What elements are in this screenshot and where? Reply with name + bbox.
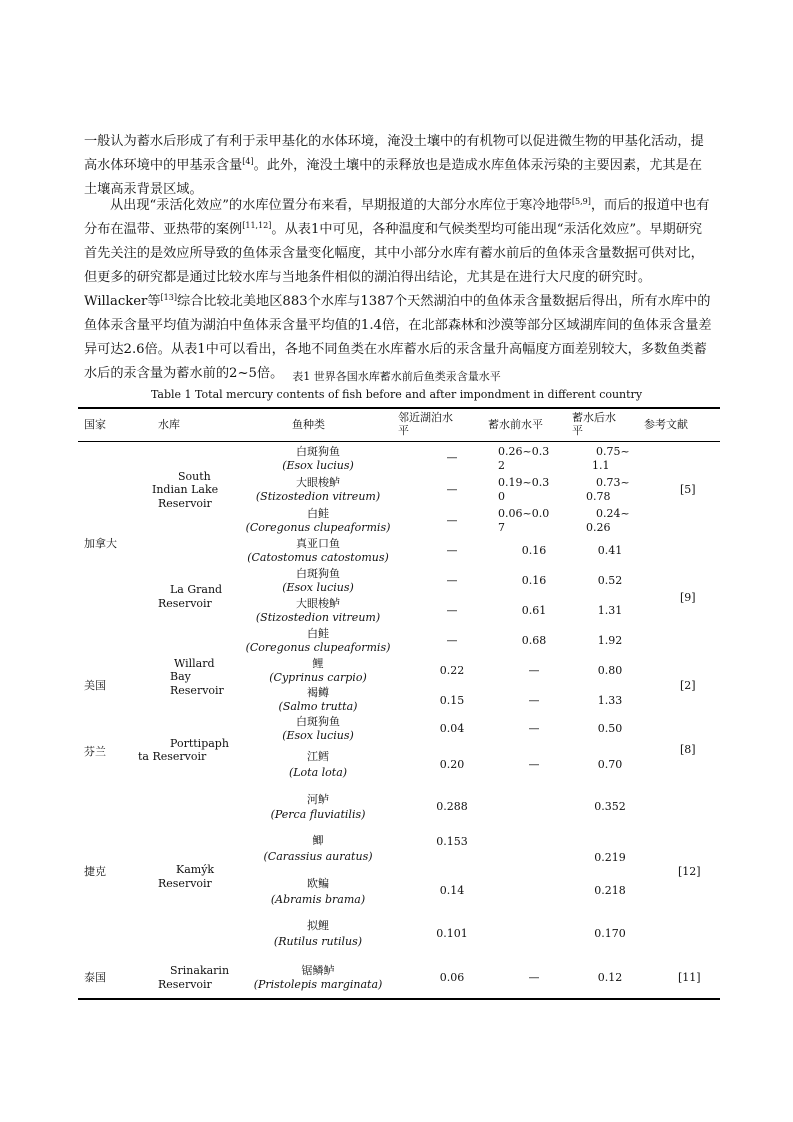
before-value: — <box>528 722 540 735</box>
after-value: 0.352 <box>594 800 626 813</box>
after-value: 0.52 <box>597 574 623 587</box>
reservoir-lagrand-line2: Reservoir <box>158 597 212 610</box>
fish-name-cn: 白斑狗鱼 <box>296 445 340 458</box>
after-value: 0.41 <box>597 544 623 557</box>
after-value: 0.219 <box>594 851 626 864</box>
header-ref: 参考文献 <box>644 418 688 431</box>
country-czech: 捷克 <box>84 865 106 878</box>
reservoir-willard-line1: Willard <box>174 657 215 670</box>
paragraph-2-text-a: 从出现“汞活化效应”的水库位置分布来看，早期报道的大部分水库位于寒冷地带 <box>110 198 572 213</box>
fish-name-latin: (Coregonus clupeaformis) <box>245 521 391 534</box>
paragraph-2-text-d: 综合比较北美地区883个水库与1387个天然湖泊中的鱼体汞含量数据后得出，所有水库中的鱼体汞含量平均值为湖泊中鱼体汞含量平均值的1.4倍，在北部森林和沙漠等部分区域湖库间的鱼体汞含量差异可达2.6倍。从表1中可以看出，各地不同鱼类在水库蓄水后的汞含量升高幅度方面差别较大，多数鱼类蓄水后的汞含量为蓄水前的2~5倍。 <box>84 294 712 381</box>
after-value-line1: 0.24~ <box>596 507 630 520</box>
header-fish: 鱼种类 <box>292 418 325 431</box>
reservoir-willard-line3: Reservoir <box>170 684 224 697</box>
reservoir-willard-line2: Bay <box>170 670 191 683</box>
lake-value: 0.06 <box>439 971 465 984</box>
after-value-line2: 0.26 <box>586 521 611 534</box>
header-lake <box>398 411 453 437</box>
reservoir-south-indian-line3: Reservoir <box>158 497 212 510</box>
before-value: — <box>528 971 540 984</box>
after-value-line2: 1.1 <box>592 459 610 472</box>
header-country: 国家 <box>84 418 106 431</box>
paragraph-1 <box>84 130 712 202</box>
country-canada: 加拿大 <box>84 537 117 550</box>
table-caption-en: Table 1 Total mercury contents of fish before and after impondment in different country <box>150 388 643 401</box>
after-value: 1.33 <box>597 694 623 707</box>
fish-name-cn: 鲤 <box>312 657 324 670</box>
table-header-rule <box>78 441 720 442</box>
citation-5-9: [5,9] <box>571 197 591 206</box>
lake-value: 0.153 <box>436 835 468 848</box>
fish-name-latin: (Abramis brama) <box>270 893 366 906</box>
country-usa: 美国 <box>84 679 106 692</box>
fish-name-latin: (Salmo trutta) <box>278 700 358 713</box>
fish-name-latin: (Catostomus catostomus) <box>247 551 389 564</box>
table-caption-cn: 表1 世界各国水库蓄水前后鱼类汞含量水平 <box>292 370 501 383</box>
table-top-rule <box>78 407 720 409</box>
citation-11-12: [11,12] <box>242 221 272 230</box>
after-value: 0.218 <box>594 884 626 897</box>
lake-value: 0.288 <box>436 800 468 813</box>
header-after-line1: 蓄水后水 <box>572 411 616 424</box>
reservoir-kamyk-line1: Kamýk <box>176 863 215 876</box>
after-value: 1.92 <box>597 634 623 647</box>
fish-name-cn: 鲫 <box>312 834 324 847</box>
paragraph-2-text-c: 。从表1中可见，各种温度和气候类型均可能出现“汞活化效应”。早期研究首先关注的是效应所导致的鱼体汞含量变化幅度，其中小部分水库有蓄水前后的鱼体汞含量数据可供对比，但更多的研究都是通过比较水库与当地条件相似的湖泊得出结论，尤其是在进行大尺度的研究时。Willacker等 <box>84 222 704 309</box>
fish-name-cn: 大眼梭鲈 <box>296 597 340 610</box>
fish-name-cn: 真亚口鱼 <box>296 537 340 550</box>
fish-name-cn: 河鲈 <box>307 793 329 806</box>
reservoir-portti-line2: ta Reservoir <box>138 750 207 763</box>
after-value-line1: 0.75~ <box>596 445 630 458</box>
after-value: 0.80 <box>597 664 623 677</box>
fish-name-cn: 白斑狗鱼 <box>296 715 340 728</box>
reservoir-lagrand-line1: La Grand <box>170 583 223 596</box>
fish-name-latin: (Stizostedion vitreum) <box>255 611 381 624</box>
before-value: 0.61 <box>521 604 547 617</box>
header-lake-line1: 邻近湖泊水 <box>398 411 453 424</box>
reservoir-srinakarin-line1: Srinakarin <box>170 964 230 977</box>
before-value-line1: 0.06~0.0 <box>498 507 550 520</box>
fish-name-latin: (Esox lucius) <box>282 729 354 742</box>
lake-value: — <box>446 514 458 527</box>
lake-value: — <box>446 483 458 496</box>
paragraph-2-text-b: ，而后的报道中也有分布在温带、亚热带的案例 <box>84 198 710 237</box>
fish-name-cn: 褐鳟 <box>307 686 329 699</box>
lake-value: 0.14 <box>439 884 465 897</box>
after-value: 0.170 <box>594 927 626 940</box>
fish-name-latin: (Coregonus clupeaformis) <box>245 641 391 654</box>
ref-11: [11] <box>678 971 701 984</box>
country-thailand: 泰国 <box>84 971 106 984</box>
before-value-line2: 7 <box>498 521 505 534</box>
lake-value: — <box>446 451 458 464</box>
before-value: — <box>528 758 540 771</box>
fish-name-cn: 拟鲤 <box>307 919 329 932</box>
reservoir-south-indian-line1: South <box>178 470 211 483</box>
lake-value: 0.15 <box>439 694 465 707</box>
paragraph-1-text-a: 一般认为蓄水后形成了有利于汞甲基化的水体环境，淹没土壤中的有机物可以促进微生物的甲基化活动，提高水体环境中的甲基汞含量 <box>84 134 704 173</box>
before-value: — <box>528 664 540 677</box>
header-before: 蓄水前水平 <box>488 418 543 431</box>
after-value: 0.12 <box>597 971 623 984</box>
ref-12: [12] <box>678 865 701 878</box>
fish-name-latin: (Carassius auratus) <box>263 850 373 863</box>
header-after <box>572 411 616 437</box>
fish-name-cn: 大眼梭鲈 <box>296 476 340 489</box>
header-after-line2: 平 <box>572 424 583 437</box>
fish-name-cn: 白鲑 <box>307 627 329 640</box>
fish-name-cn: 江鳕 <box>307 750 329 763</box>
lake-value: — <box>446 634 458 647</box>
citation-13: [13] <box>160 293 177 302</box>
header-reservoir: 水库 <box>158 418 180 431</box>
fish-name-latin: (Stizostedion vitreum) <box>255 490 381 503</box>
before-value: 0.16 <box>521 544 547 557</box>
reservoir-portti-line1: Porttipaph <box>170 737 229 750</box>
reservoir-kamyk-line2: Reservoir <box>158 877 212 890</box>
paragraph-1-text-b: 。此外，淹没土壤中的汞释放也是造成水库鱼体汞污染的主要因素，尤其是在土壤高汞背景区域。 <box>84 158 702 197</box>
before-value-line2: 0 <box>498 490 505 503</box>
lake-value: 0.04 <box>439 722 465 735</box>
ref-5: [5] <box>680 483 696 496</box>
reservoir-srinakarin-line2: Reservoir <box>158 978 212 991</box>
fish-name-latin: (Rutilus rutilus) <box>273 935 363 948</box>
fish-name-latin: (Pristolepis marginata) <box>253 978 383 991</box>
fish-name-cn: 锯鳞鲈 <box>301 964 335 977</box>
lake-value: — <box>446 544 458 557</box>
lake-value: 0.101 <box>436 927 468 940</box>
ref-2: [2] <box>680 679 696 692</box>
ref-9: [9] <box>680 591 696 604</box>
before-value: — <box>528 694 540 707</box>
before-value-line1: 0.26~0.3 <box>498 445 550 458</box>
lake-value: 0.22 <box>439 664 465 677</box>
lake-value: 0.20 <box>439 758 465 771</box>
citation-4: [4] <box>242 157 254 166</box>
fish-name-latin: (Esox lucius) <box>282 459 354 472</box>
country-finland: 芬兰 <box>84 745 106 758</box>
fish-name-cn: 白斑狗鱼 <box>296 567 340 580</box>
before-value: 0.68 <box>521 634 547 647</box>
after-value: 0.70 <box>597 758 623 771</box>
fish-name-cn: 欧鳊 <box>307 877 329 890</box>
paragraph-2 <box>84 194 712 386</box>
before-value: 0.16 <box>521 574 547 587</box>
after-value: 0.50 <box>597 722 623 735</box>
fish-name-latin: (Esox lucius) <box>282 581 354 594</box>
header-lake-line2: 平 <box>398 424 409 437</box>
before-value-line1: 0.19~0.3 <box>498 476 550 489</box>
lake-value: — <box>446 604 458 617</box>
lake-value: — <box>446 574 458 587</box>
fish-name-latin: (Perca fluviatilis) <box>270 808 366 821</box>
before-value-line2: 2 <box>498 459 505 472</box>
after-value-line1: 0.73~ <box>596 476 630 489</box>
after-value: 1.31 <box>597 604 623 617</box>
table-bottom-rule <box>78 998 720 1000</box>
reservoir-south-indian-line2: Indian Lake <box>152 483 219 496</box>
fish-name-latin: (Lota lota) <box>288 766 348 779</box>
fish-name-latin: (Cyprinus carpio) <box>269 671 367 684</box>
fish-name-cn: 白鲑 <box>307 507 329 520</box>
ref-8: [8] <box>680 743 696 756</box>
after-value-line2: 0.78 <box>586 490 611 503</box>
